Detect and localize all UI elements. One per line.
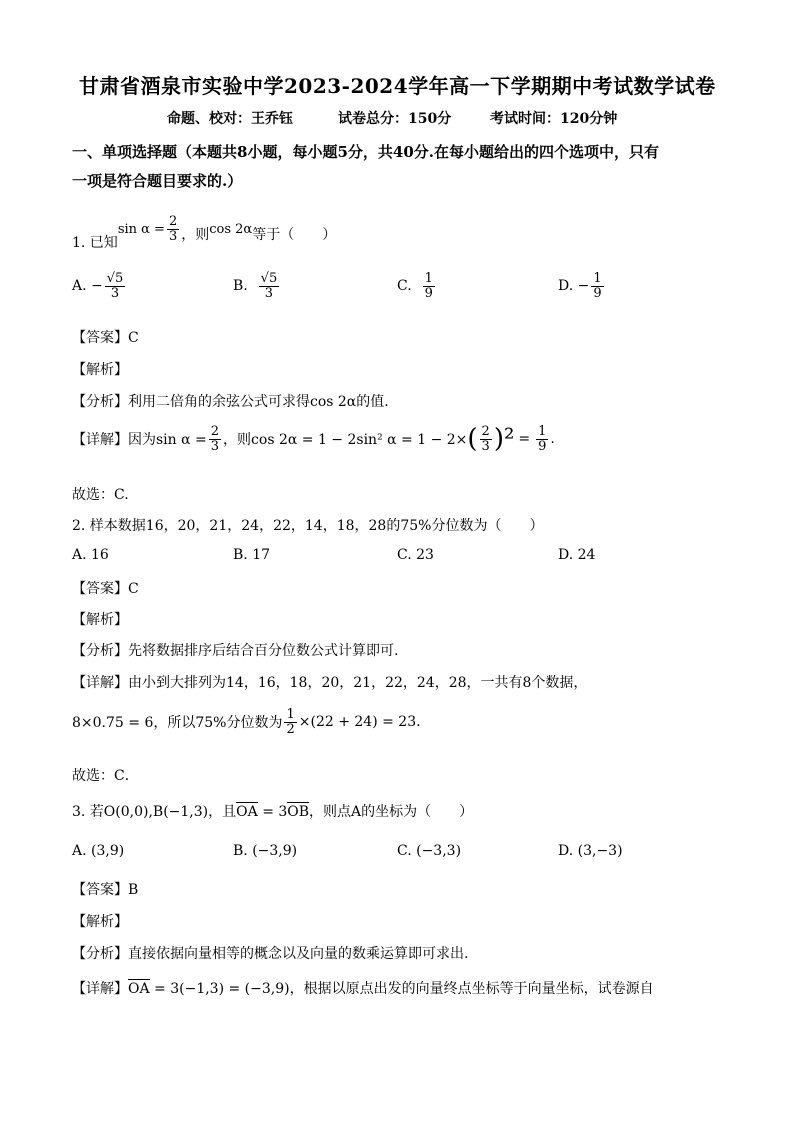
q1-answer: 【答案】C bbox=[72, 330, 139, 346]
q3-detail: 【详解】OA = 3(−1,3) = (−3,9)，根据以原点出发的向量终点坐标等于向量坐标，试卷源自 bbox=[72, 981, 654, 997]
question-3-stem: 3. 若O(0,0),B(−1,3)，且OA = 3OB，则点A的坐标为（ ） bbox=[72, 804, 474, 820]
section-heading-line1: 一、单项选择题（本题共8小题，每小题5分，共40分.在每小题给出的四个选项中，只有 bbox=[72, 143, 659, 161]
q3-analysis-label: 【解析】 bbox=[72, 914, 128, 930]
q3-fenxi: 【分析】直接依据向量相等的概念以及向量的数乘运算即可求出. bbox=[72, 946, 469, 962]
q3-option-a: A. (3,9) bbox=[72, 843, 125, 859]
vector-ob: OB bbox=[287, 804, 310, 820]
q2-calc: 8×0.75 = 6，所以75%分位数为 $\frac{1}{2}$ ×(22 + 24) = 23. bbox=[72, 707, 421, 737]
q1-suffix: 等于（ ） bbox=[252, 227, 337, 243]
page-title: 甘肃省酒泉市实验中学2023-2024学年高一下学期期中考试数学试卷 bbox=[79, 74, 716, 98]
meta-score: 试卷总分：150分 bbox=[338, 111, 452, 127]
q1-fraction: $\frac{2}{3}$ bbox=[168, 213, 178, 244]
section-heading-line2: 一项是符合题目要求的.） bbox=[72, 172, 243, 190]
q1-choose: 故选：C. bbox=[72, 487, 129, 503]
q1-cos2a: cos 2α bbox=[209, 221, 253, 237]
q2-option-c: C. 23 bbox=[397, 547, 434, 563]
q1-detail: 【详解】 因为sin α = $\frac{2}{3}$ ，则cos 2α = 1 − 2sin² α = 1 − 2× ( $\frac{2}{3}$ )² = $\frac{1}{9}$ . bbox=[72, 424, 555, 455]
q3-option-b: B. (−3,9) bbox=[233, 843, 298, 859]
q1-option-c: C. $\frac{1}{9}$ bbox=[397, 271, 433, 301]
q2-analysis-label: 【解析】 bbox=[72, 612, 128, 628]
q3-option-c: C. (−3,3) bbox=[397, 843, 462, 859]
q3-option-d: D. (3,−3) bbox=[558, 843, 623, 859]
meta-time: 考试时间：120分钟 bbox=[490, 111, 618, 127]
q2-fenxi: 【分析】先将数据排序后结合百分位数公式计算即可. bbox=[72, 643, 399, 659]
q1-mid: ，则 bbox=[181, 227, 210, 243]
q1-prefix: 1. 已知 bbox=[72, 235, 118, 251]
vector-oa: OA bbox=[236, 804, 258, 820]
q1-option-a: A. − $\frac{√5}{3}$ bbox=[72, 271, 124, 301]
q2-answer: 【答案】C bbox=[72, 581, 139, 597]
q2-detail: 【详解】由小到大排列为14，16，18，20，21，22，24，28，一共有8个数据， bbox=[72, 675, 588, 691]
q1-sin-lhs: sin α = bbox=[117, 221, 165, 237]
meta-author: 命题、校对：王乔钰 bbox=[167, 111, 293, 127]
question-2-stem: 2. 样本数据16，20，21，24，22，14，18，28的75%分位数为（ ） bbox=[72, 518, 544, 534]
q2-option-d: D. 24 bbox=[558, 547, 596, 563]
question-1-stem bbox=[72, 206, 336, 252]
q1-analysis-label: 【解析】 bbox=[72, 362, 128, 378]
q1-option-b: B. $\frac{√5}{3}$ bbox=[233, 271, 278, 301]
q1-fenxi: 【分析】利用二倍角的余弦公式可求得cos 2α的值. bbox=[72, 394, 389, 410]
q1-option-d: D. − $\frac{1}{9}$ bbox=[558, 271, 602, 301]
q2-option-a: A. 16 bbox=[72, 547, 109, 563]
q2-option-b: B. 17 bbox=[233, 547, 271, 563]
vector-oa-detail: OA bbox=[128, 981, 150, 997]
q3-answer: 【答案】B bbox=[72, 882, 139, 898]
q2-choose: 故选：C． bbox=[72, 768, 139, 784]
